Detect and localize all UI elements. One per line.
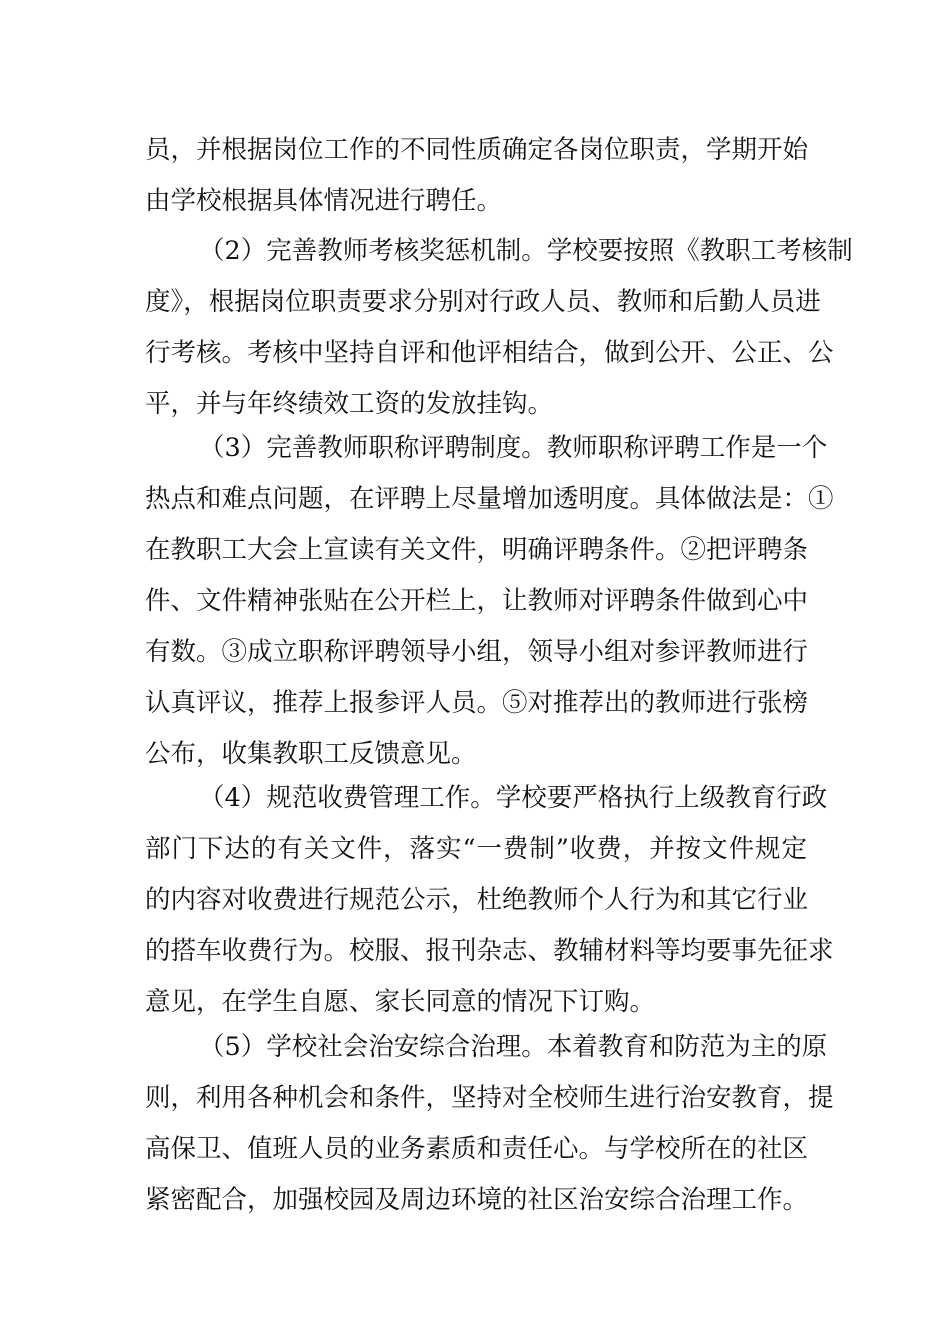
paragraph-line: （4）规范收费管理工作。学校要严格执行上级教育行政 [199, 783, 828, 813]
paragraph-line: 则，利用各种机会和条件，坚持对全校师生进行治安教育，提 [145, 1083, 834, 1113]
paragraph-2 [145, 226, 853, 430]
paragraph-line: 热点和难点问题，在评聘上尽量增加透明度。具体做法是：① [145, 484, 834, 514]
paragraph-line: 部门下达的有关文件，落实“一费制”收费，并按文件规定 [145, 834, 807, 864]
paragraph-line: 高保卫、值班人员的业务素质和责任心。与学校所在的社区 [145, 1134, 809, 1164]
paragraph-line: 由学校根据具体情况进行聘任。 [145, 186, 503, 216]
paragraph-line: 的内容对收费进行规范公示，杜绝教师个人行为和其它行业 [145, 885, 809, 915]
paragraph-line: （2）完善教师考核奖惩机制。学校要按照《教职工考核制 [199, 236, 853, 266]
paragraph-line: （3）完善教师职称评聘制度。教师职称评聘工作是一个 [199, 433, 828, 463]
paragraph-line: 平，并与年终绩效工资的发放挂钩。 [145, 389, 554, 419]
paragraph-line: 的搭车收费行为。校服、报刊杂志、教辅材料等均要事先征求 [145, 936, 834, 966]
paragraph-line: 紧密配合，加强校园及周边环境的社区治安综合治理工作。 [145, 1185, 809, 1215]
paragraph-5 [145, 1022, 834, 1226]
paragraph-line: 意见，在学生自愿、家长同意的情况下订购。 [145, 987, 656, 1017]
paragraph-3 [145, 423, 834, 780]
paragraph-1 [145, 125, 807, 227]
paragraph-line: 认真评议，推荐上报参评人员。⑤对推荐出的教师进行张榜 [145, 688, 809, 718]
paragraph-line: 公布，收集教职工反馈意见。 [145, 739, 477, 769]
paragraph-line: 员，并根据岗位工作的不同性质确定各岗位职责，学期开始 [145, 135, 809, 165]
paragraph-line: （5）学校社会治安综合治理。本着教育和防范为主的原 [199, 1032, 828, 1062]
paragraph-line: 有数。③成立职称评聘领导小组，领导小组对参评教师进行 [145, 637, 809, 667]
paragraph-line: 在教职工大会上宣读有关文件，明确评聘条件。②把评聘条 [145, 535, 809, 565]
paragraph-line: 件、文件精神张贴在公开栏上，让教师对评聘条件做到心中 [145, 586, 809, 616]
paragraph-line: 行考核。考核中坚持自评和他评相结合，做到公开、公正、公 [145, 338, 834, 368]
paragraph-4 [145, 773, 834, 1028]
paragraph-line: 度》，根据岗位职责要求分别对行政人员、教师和后勤人员进 [145, 287, 821, 317]
